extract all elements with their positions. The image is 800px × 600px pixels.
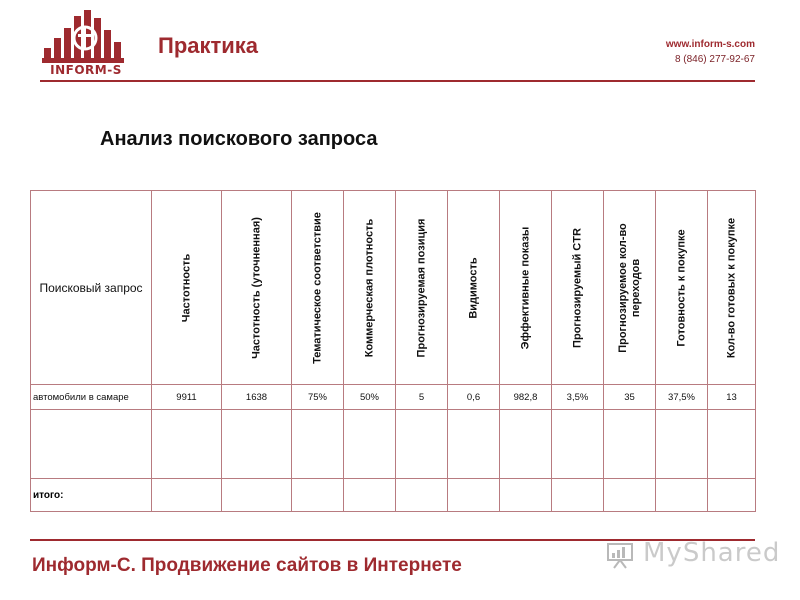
table-row [31,385,756,410]
table-cell: 13 [708,385,756,410]
section-title: Практика [158,33,259,58]
watermark-text: MyShared [643,538,781,568]
table-cell-empty [656,479,708,512]
table-cell-empty [292,410,344,479]
table-row-empty [31,410,756,479]
column-header-label: Тематическое соответствие [311,211,323,364]
column-header [396,191,448,385]
contact-info [666,37,755,67]
table-header-row [31,191,756,385]
table-cell-empty [448,479,500,512]
column-header-label: Прогнозируемое кол-во переходов [616,222,642,353]
table-cell-empty [292,479,344,512]
phone-number: 8 (846) 277-92-67 [674,54,755,65]
column-header [222,191,292,385]
column-header [448,191,500,385]
table-cell-empty [656,410,708,479]
table-cell-empty [31,410,152,479]
table-row-total [31,479,756,512]
table-cell: 50% [344,385,396,410]
column-header-query-label: Поисковый запрос [39,280,143,295]
table-cell: 3,5% [552,385,604,410]
table-cell: 75% [292,385,344,410]
table-cell: 5 [396,385,448,410]
table-cell-empty [222,410,292,479]
table-cell: 9911 [152,385,222,410]
column-header-label: Видимость [467,256,479,319]
table-cell: 982,8 [500,385,552,410]
table-cell-empty [604,479,656,512]
table-cell-empty [500,479,552,512]
column-header-label: Коммерческая плотность [363,218,375,357]
column-header-label: Частотность [180,253,192,322]
column-header-label: Частотность (уточненная) [250,216,262,359]
column-header [344,191,396,385]
column-header-label: Эффективные показы [519,226,531,349]
column-header [604,191,656,385]
table-cell-empty [708,410,756,479]
column-header [656,191,708,385]
website-link[interactable]: www.inform-s.com [665,39,755,50]
analysis-table [30,190,756,512]
table-cell: 37,5% [656,385,708,410]
table-cell: 1638 [222,385,292,410]
column-header [152,191,222,385]
column-header-label: Прогнозируемая позиция [415,218,427,357]
table-cell-empty [604,410,656,479]
table-cell-empty [222,479,292,512]
column-header [552,191,604,385]
table-cell-empty [344,410,396,479]
column-header [292,191,344,385]
table-cell: 0,6 [448,385,500,410]
page-title: Анализ поискового запроса [100,128,378,150]
footer-text: Информ-С. Продвижение сайтов в Интернете [32,555,462,576]
watermark [605,538,781,570]
table-cell-empty [500,410,552,479]
column-header [500,191,552,385]
column-header-label: Готовность к покупке [675,228,687,347]
table-cell: 35 [604,385,656,410]
header-divider [40,80,755,82]
column-header-label: Прогнозируемый CTR [571,227,583,348]
logo-text: INFORM-S [50,63,122,77]
table-cell-empty [552,410,604,479]
presentation-board-icon [605,541,635,569]
table-cell-empty [552,479,604,512]
table-cell-empty [708,479,756,512]
column-header [708,191,756,385]
table-cell-empty [344,479,396,512]
table-cell-empty [396,479,448,512]
table-cell-empty [448,410,500,479]
table-cell-empty [396,410,448,479]
table-cell-empty [152,410,222,479]
table-cell-empty [152,479,222,512]
column-header-label: Кол-во готовых к покупке [725,217,737,358]
column-header-query [31,191,152,385]
table-cell-query: автомобили в самаре [31,385,152,410]
total-label: итого: [31,479,152,512]
